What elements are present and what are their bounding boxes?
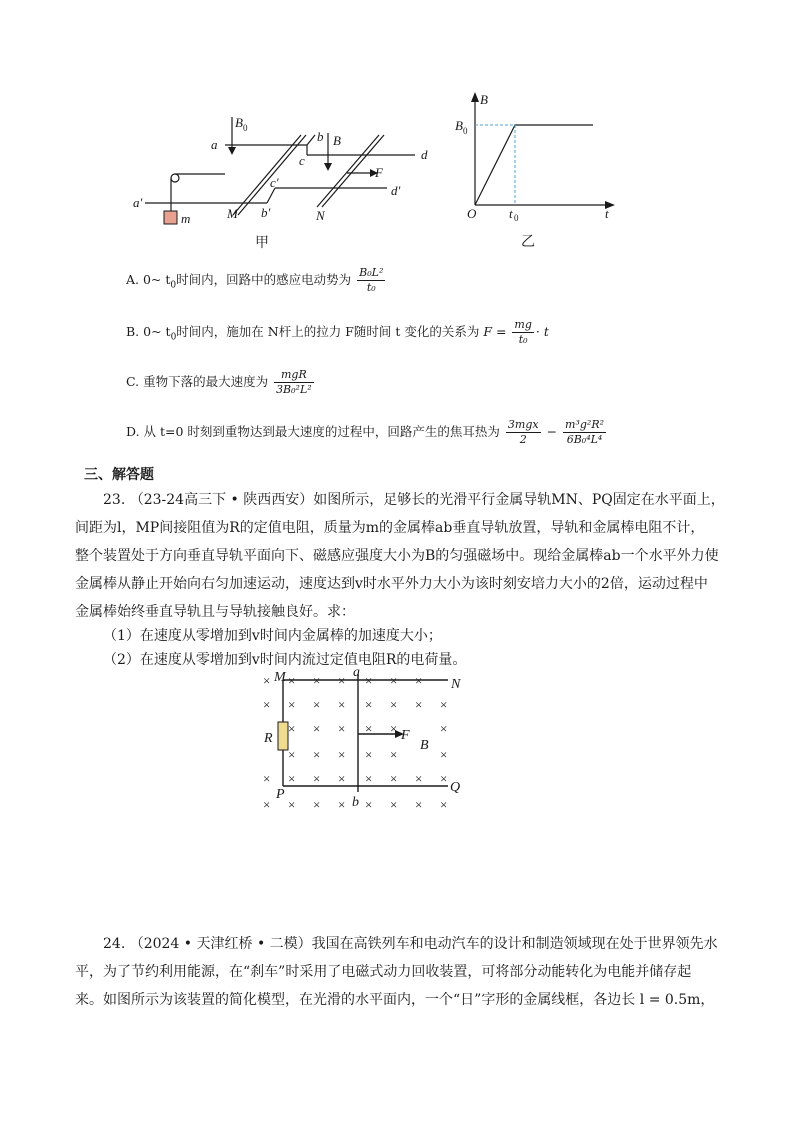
q24-line3: 来。如图所示为该装置的简化模型，在光滑的水平面内，一个“日”字形的金属线框，各边长 l = 0.5m， (75, 992, 715, 1008)
field-cross: × (288, 771, 296, 786)
field-cross: × (263, 697, 271, 712)
field-cross: × (390, 673, 398, 688)
label-a: a (353, 665, 360, 680)
field-cross: × (415, 771, 423, 786)
label-B0-sub: 0 (243, 123, 248, 133)
field-cross: × (365, 797, 373, 812)
label-d-prime: d′ (391, 183, 401, 198)
field-cross: × (365, 721, 373, 736)
axis-B-label: B (480, 92, 488, 107)
field-cross: × (338, 697, 346, 712)
figure-jia (125, 105, 445, 255)
field-cross: × (338, 771, 346, 786)
field-cross: × (313, 697, 321, 712)
q23-line3: 整个装置处于方向垂直导轨平面向下、磁感应强度大小为B的匀强磁场中。现给金属棒ab一个水平外力使 (75, 548, 719, 564)
field-cross: × (263, 673, 271, 688)
section-title: 三、解答题 (84, 467, 154, 483)
label-b: b (317, 129, 324, 144)
label-b-prime: b′ (261, 205, 271, 220)
q23-sub2: （2）在速度从零增加到v时间内流过定值电阻R的电荷量。 (103, 652, 467, 668)
field-cross: × (338, 797, 346, 812)
origin-O: O (467, 206, 477, 221)
q23-line2: 间距为l，MP间接阻值为R的定值电阻，质量为m的金属棒ab垂直导轨放置，导轨和金属棒电阻不计， (75, 520, 705, 536)
field-cross: × (390, 797, 398, 812)
label-N: N (316, 208, 325, 223)
option-D: D. 从 t=0 时刻到重物达到最大速度的过程中，回路产生的焦耳热为 $\frac{\text{3mgx}}{2}$ − $\frac{\text{m³g²R²}}{\text{6B₀⁴L⁴}}$ (126, 418, 605, 446)
label-F: F (375, 165, 383, 180)
field-cross: × (390, 747, 398, 762)
option-C-formula: $\frac{\text{mgR}}{\text{3B₀²L²}}$ (276, 368, 312, 396)
field-cross: × (390, 721, 398, 736)
field-cross: × (288, 697, 296, 712)
field-cross: × (288, 797, 296, 812)
option-C: C. 重物下落的最大速度为 $\frac{\text{mgR}}{\text{3B₀²L²}}$ (126, 368, 312, 396)
q23-sub1: （1）在速度从零增加到v时间内金属棒的加速度大小； (103, 628, 442, 644)
q24-line1: 24. （2024 • 天津红桥 • 二模）我国在高铁列车和电动汽车的设计和制造领域现在处于世界领先水 (103, 936, 718, 952)
label-M: M (274, 670, 286, 685)
label-t0: t (509, 206, 513, 221)
option-A-formula: $\frac{\text{B₀L²}}{\text{t₀}}$ (359, 266, 384, 294)
field-cross: × (313, 673, 321, 688)
q23-line5: 金属棒始终垂直导轨且与导轨接触良好。求： (75, 604, 355, 620)
figure-yi (455, 90, 625, 255)
field-cross: × (338, 747, 346, 762)
field-cross: × (338, 721, 346, 736)
field-cross: × (365, 771, 373, 786)
option-B: B. 0~ $t_0$时间内，施加在 N杆上的拉力 F随时间 t 变化的关系为 F = $\frac{mg}{\text{t₀}}$ · t (126, 318, 549, 346)
label-c-prime: c′ (270, 175, 279, 190)
field-cross: × (440, 697, 448, 712)
field-cross: × (390, 697, 398, 712)
label-B: B (333, 133, 341, 148)
label-a-prime: a′ (133, 195, 143, 210)
field-cross: × (415, 697, 423, 712)
axis-t-label: t (605, 206, 609, 221)
field-cross: × (415, 673, 423, 688)
q23-line4: 金属棒从静止开始向右匀加速运动，速度达到v时水平外力大小为该时刻安培力大小的2倍，运动过程中 (75, 576, 708, 592)
field-cross: × (440, 797, 448, 812)
field-cross: × (313, 797, 321, 812)
caption-yi: 乙 (521, 234, 535, 250)
label-B0: B (235, 115, 243, 130)
field-cross: × (365, 673, 373, 688)
field-cross: × (440, 721, 448, 736)
field-cross: × (440, 771, 448, 786)
label-B: B (420, 738, 429, 753)
label-Q: Q (450, 780, 461, 795)
label-t0-sub: 0 (514, 213, 519, 223)
field-cross: × (415, 797, 423, 812)
option-A: A. 0~ $t_0$时间内，回路中的感应电动势为 $\frac{\text{B₀L²}}{\text{t₀}}$ (126, 266, 384, 294)
label-F: F (401, 728, 410, 743)
label-d: d (421, 147, 428, 162)
label-b: b (352, 795, 359, 810)
field-cross: × (288, 721, 296, 736)
label-m: m (181, 211, 191, 226)
option-B-formula: $\frac{mg}{\text{t₀}}$ (514, 318, 532, 346)
label-a: a (211, 137, 218, 152)
label-B0-sub: 0 (463, 126, 468, 136)
field-cross: × (338, 673, 346, 688)
field-cross: × (313, 747, 321, 762)
label-B0: B (455, 118, 463, 133)
field-cross: × (263, 771, 271, 786)
field-cross: × (313, 721, 321, 736)
field-cross: × (288, 673, 296, 688)
field-cross: × (263, 797, 271, 812)
q23-line1: 23. （23-24高三下 • 陕西西安）如图所示，足够长的光滑平行金属导轨MN、PQ固定在水平面上， (103, 492, 725, 508)
field-cross: × (390, 771, 398, 786)
caption-jia: 甲 (255, 235, 269, 251)
label-M: M (227, 206, 238, 221)
q24-line2: 平，为了节约利用能源，在“刹车”时采用了电磁式动力回收装置，可将部分动能转化为电能并储存起 (75, 964, 692, 980)
field-cross: × (313, 771, 321, 786)
field-cross: × (440, 747, 448, 762)
field-cross: × (365, 747, 373, 762)
field-cross: × (365, 697, 373, 712)
label-R: R (264, 731, 273, 746)
figure-q23-rails (258, 664, 473, 814)
label-P: P (276, 787, 285, 802)
label-N: N (451, 677, 461, 692)
field-cross: × (288, 747, 296, 762)
label-c: c (299, 153, 305, 168)
